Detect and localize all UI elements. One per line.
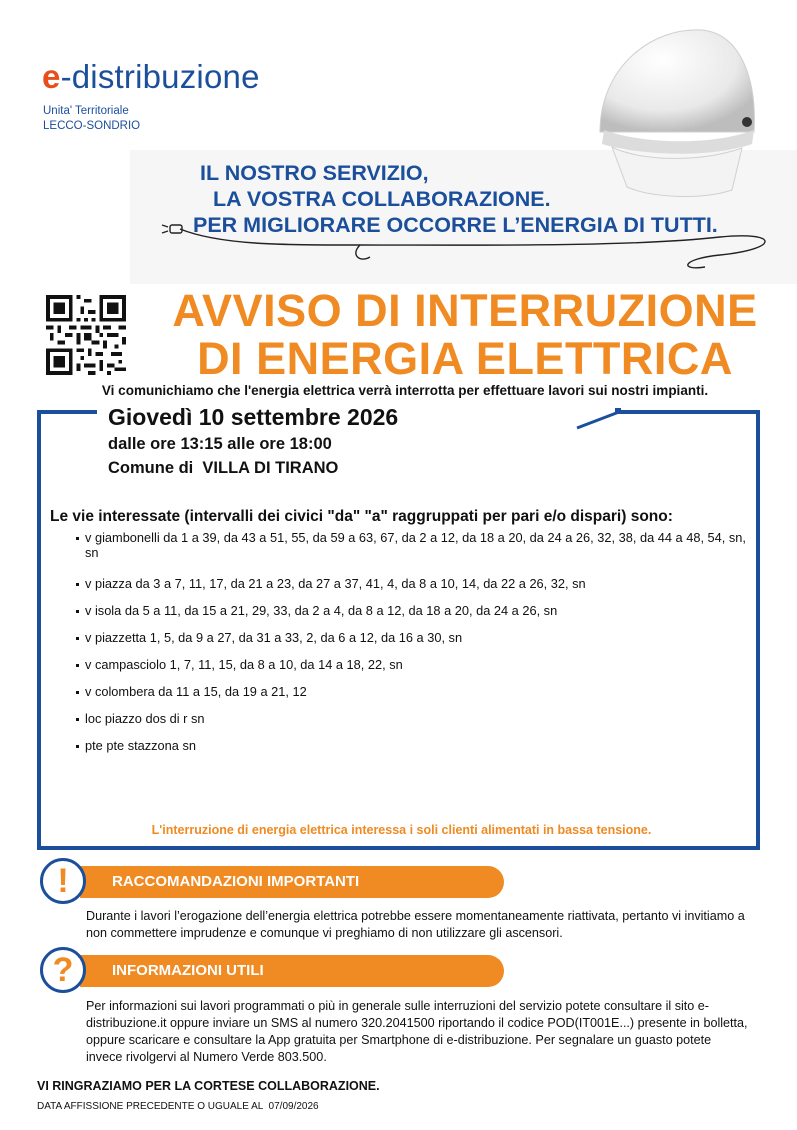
- info-header: [80, 955, 504, 987]
- logo-mark: e: [42, 58, 61, 95]
- title-line2: DI ENERGIA ELETTRICA: [197, 333, 733, 384]
- list-item: pte pte stazzona sn: [76, 738, 756, 753]
- title-line1: AVVISO DI INTERRUZIONE: [172, 285, 758, 336]
- info-title: INFORMAZIONI UTILI: [112, 962, 264, 979]
- list-item: v campasciolo 1, 7, 11, 15, da 8 a 10, da 14 a 18, 22, sn: [76, 657, 756, 672]
- info-text: Per informazioni sui lavori programmati o più in generale sulle interruzioni del servizio potete consultare il sito e-distribuzione.it oppure inviare un SMS al numero 320.2041500 riportando il codice POD(IT001E...) presente in bolletta, oppure scaricare e consultare la App gratuita per Smartphone di e-distribuzione. Per segnalare un guasto potete invece rivolgervi al Numero Verde 803.500.: [86, 999, 748, 1064]
- slogan-line2: LA VOSTRA COLLABORAZIONE.: [213, 187, 551, 211]
- outage-hours: dalle ore 13:15 alle ore 18:00: [108, 435, 332, 453]
- list-item: loc piazzo dos di r sn: [76, 711, 756, 726]
- question-icon: ?: [40, 947, 86, 993]
- unit-line1: Unita' Territoriale: [43, 105, 129, 117]
- slogan-line1: IL NOSTRO SERVIZIO,: [200, 161, 429, 185]
- list-item: v piazza da 3 a 7, 11, 17, da 21 a 23, da 27 a 37, 41, 4, da 8 a 10, 14, da 22 a 26, 32, sn: [76, 576, 756, 591]
- exclamation-icon: !: [40, 858, 86, 904]
- box-top-border-right: [620, 410, 760, 414]
- streets-list: [76, 530, 756, 765]
- box-top-border-left: [37, 410, 97, 414]
- unit-line2: LECCO-SONDRIO: [43, 120, 141, 132]
- affixing-date: DATA AFFISSIONE PRECEDENTE O UGUALE AL 07/09/2026: [37, 1101, 319, 1112]
- recommendations-text: Durante i lavori l’erogazione dell’energia elettrica potrebbe essere momentaneamente riattivata, pertanto vi invitiamo a non commettere imprudenze e comunque vi preghiamo di non utilizzare gli ascensori.: [86, 909, 745, 940]
- plug-wire-icon: [160, 215, 780, 275]
- territorial-unit: [43, 104, 140, 134]
- brand-logo: [42, 58, 260, 96]
- streets-heading: Le vie interessate (intervalli dei civici "da" "a" raggruppati per pari e/o dispari) sono:: [50, 508, 673, 525]
- logo-text: -distribuzione: [60, 58, 260, 95]
- low-voltage-note: L'interruzione di energia elettrica interessa i soli clienti alimentati in bassa tensione.: [151, 823, 652, 837]
- notice-intro: Vi comunichiamo che l'energia elettrica verrà interrotta per effettuare lavori sui nostri impianti.: [101, 383, 709, 398]
- list-item: v giambonelli da 1 a 39, da 43 a 51, 55, da 59 a 63, 67, da 2 a 12, da 18 a 20, da 24 a 26, 32, 38, da 44 a 48, 54, sn, sn: [76, 530, 756, 560]
- outage-municipality: Comune di VILLA DI TIRANO: [108, 459, 339, 477]
- recommendations-title: RACCOMANDAZIONI IMPORTANTI: [112, 873, 360, 890]
- list-item: v piazzetta 1, 5, da 9 a 27, da 31 a 33, 2, da 6 a 12, da 16 a 30, sn: [76, 630, 756, 645]
- qr-code: [44, 295, 128, 375]
- list-item: v colombera da 11 a 15, da 19 a 21, 12: [76, 684, 756, 699]
- slogan-line3: PER MIGLIORARE OCCORRE L’ENERGIA DI TUTTI.: [193, 213, 718, 237]
- outage-date: Giovedì 10 settembre 2026: [108, 404, 399, 430]
- recommendations-header: [80, 866, 504, 898]
- notice-title: [140, 287, 790, 383]
- cable-end-icon: [575, 408, 625, 432]
- list-item: v isola da 5 a 11, da 15 a 21, 29, 33, da 2 a 4, da 8 a 12, da 18 a 20, da 24 a 26, sn: [76, 603, 756, 618]
- thanks-line: VI RINGRAZIAMO PER LA CORTESE COLLABORAZIONE.: [37, 1079, 380, 1093]
